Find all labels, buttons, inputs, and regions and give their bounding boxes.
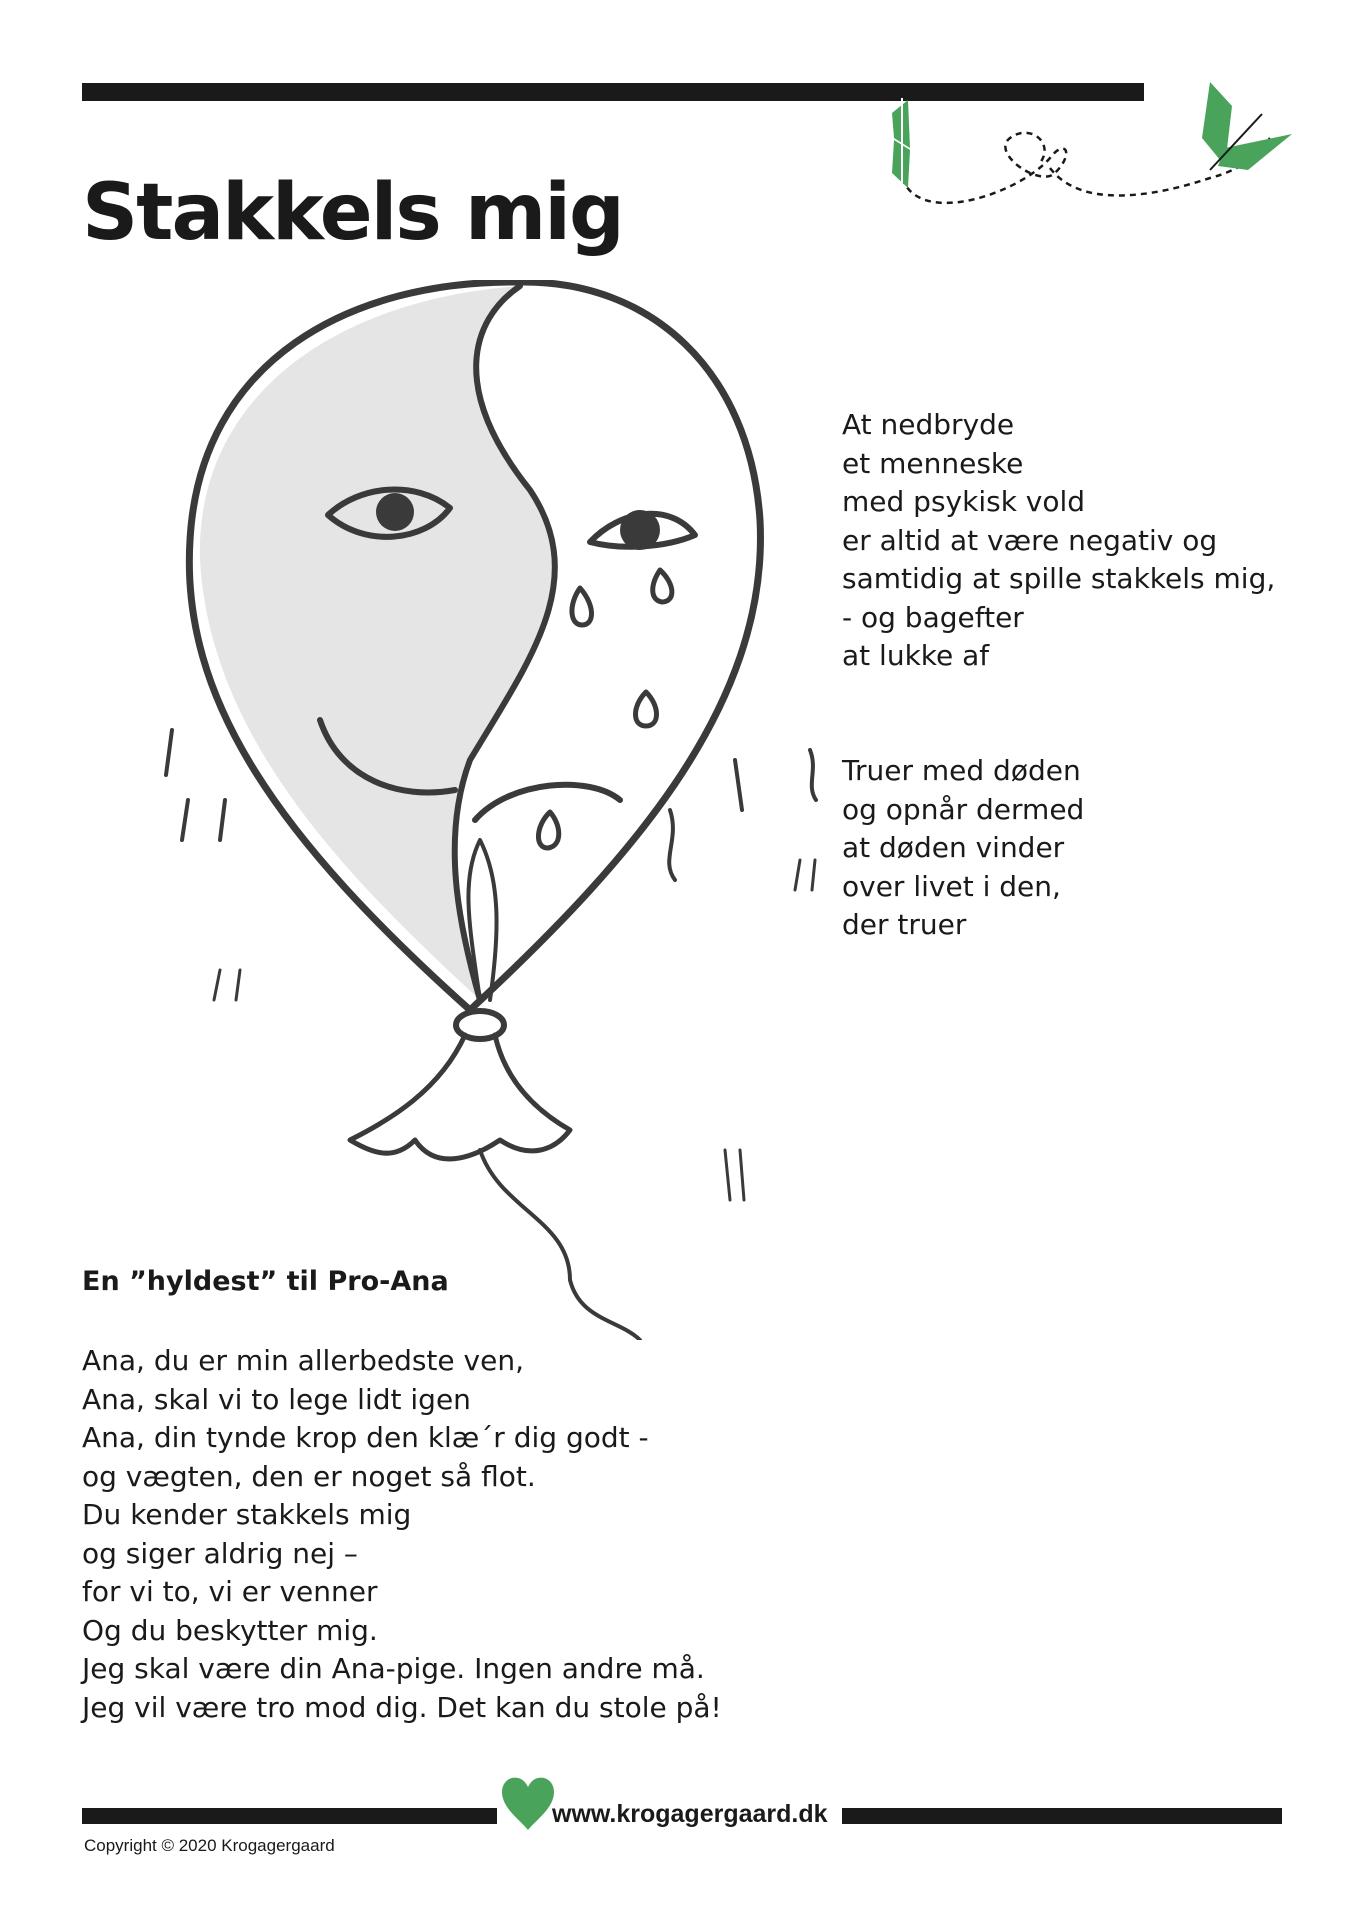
poem-line: Du kender stakkels mig (82, 1498, 412, 1531)
copyright-text: Copyright © 2020 Krogagergaard (84, 1836, 335, 1855)
poem-stanza-1 (842, 406, 1275, 676)
poem-line: Jeg vil være tro mod dig. Det kan du stole på! (82, 1690, 722, 1724)
poem-line: samtidig at spille stakkels mig, (842, 562, 1276, 595)
poem-line: et menneske (842, 446, 1024, 480)
poem-line: Ana, din tynde krop den klæ´r dig godt - (82, 1421, 649, 1454)
poem-line: og siger aldrig nej – (82, 1536, 358, 1570)
poem-line: at døden vinder (842, 831, 1065, 864)
poem-line: - og bagefter (842, 600, 1024, 634)
poem-line: over livet i den, (842, 869, 1061, 903)
poem-line: Jeg skal være din Ana-pige. Ingen andre må. (82, 1652, 705, 1685)
website-link[interactable]: www.krogagergaard.dk (552, 1800, 828, 1828)
poem-line: Og du beskytter mig. (82, 1613, 378, 1647)
poem-line: Ana, du er min allerbedste ven, (82, 1344, 524, 1377)
poem-line: Ana, skal vi to lege lidt igen (82, 1382, 471, 1416)
poem-line: og vægten, den er noget så flot. (82, 1459, 536, 1493)
poem-line: Truer med døden (842, 754, 1081, 787)
heart-icon (500, 1776, 556, 1832)
poem-line: At nedbryde (842, 408, 1015, 441)
pro-ana-title: En ”hyldest” til Pro-Ana (82, 1266, 449, 1297)
poem-stanza-2 (842, 752, 1084, 945)
poem-line: for vi to, vi er venner (82, 1575, 378, 1608)
butterfly-icon (892, 98, 910, 188)
poem-line: og opnår dermed (842, 792, 1085, 826)
poem-line: der truer (842, 908, 967, 941)
poem-line: er altid at være negativ og (842, 523, 1218, 557)
butterflies-decoration (880, 78, 1300, 218)
pro-ana-poem (82, 1342, 722, 1727)
footer-rule-left (82, 1808, 497, 1824)
butterfly-icon (1202, 82, 1292, 170)
footer-rule-right (842, 1808, 1282, 1824)
poem-line: at lukke af (842, 639, 990, 672)
page-title: Stakkels mig (82, 168, 623, 258)
poem-line: med psykisk vold (842, 485, 1086, 518)
balloon-face-drawing (150, 280, 850, 1340)
